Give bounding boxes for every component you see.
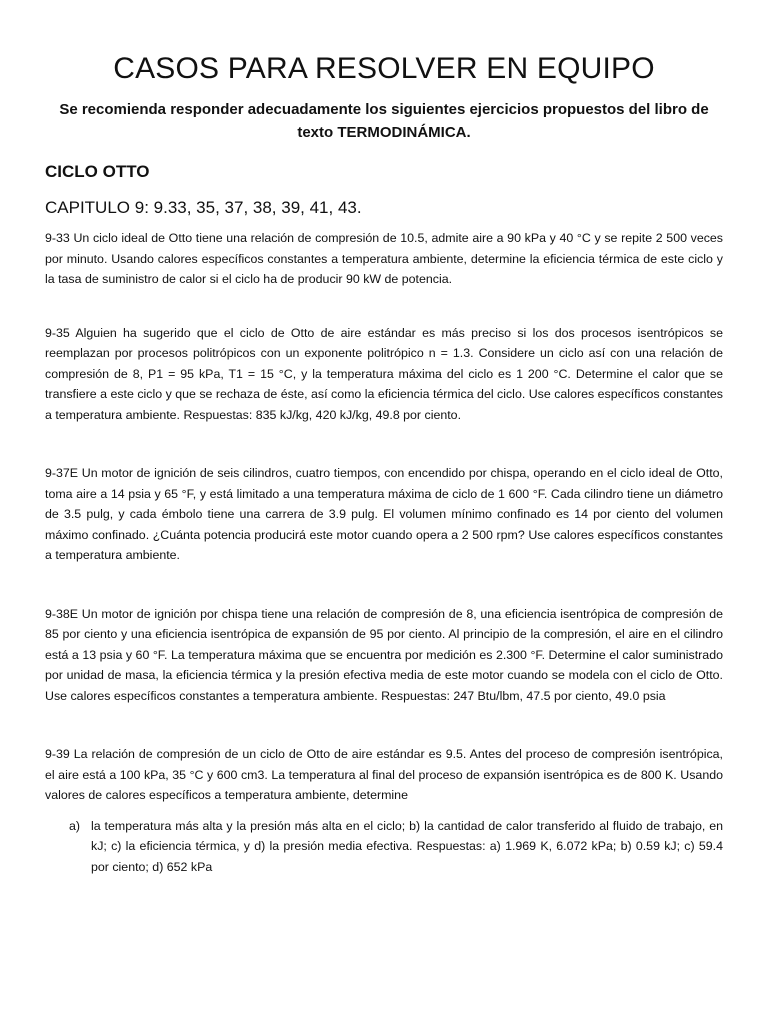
problem-9-39: 9-39 La relación de compresión de un ciclo de Otto de aire estándar es 9.5. Antes del proceso de compresión isentrópica, el aire está a 100 kPa, 35 °C y 600 cm3. La temperatura al final del proceso de expansión isentrópica es de 800 K. Usando valores de calores específicos a temperatura ambiente, determine — [45, 747, 723, 802]
list-item — [69, 816, 723, 878]
page-title: CASOS PARA RESOLVER EN EQUIPO — [113, 52, 655, 85]
problem-9-38e: 9-38E Un motor de ignición por chispa tiene una relación de compresión de 8, una eficiencia isentrópica de compresión de 85 por ciento y una eficiencia isentrópica de expansión de 95 por ciento. Al principio de la compresión, el aire en el cilindro está a 13 psia y 60 °F. La temperatura máxima que se encuentra por medición es 2.300 °F. Determine el calor suministrado por unidad de masa, la eficiencia térmica y la presión efectiva media de este motor cuando se modela con el ciclo de Otto. Use calores específicos constantes a temperatura ambiente. Respuestas: 247 Btu/lbm, 47.5 por ciento, 49.0 psia — [45, 606, 723, 703]
problem-9-35: 9-35 Alguien ha sugerido que el ciclo de Otto de aire estándar es más preciso si los dos procesos isentrópicos se reemplazan por procesos politrópicos con un exponente politrópico n = 1.3. Considere un ciclo así con una relación de compresión de 8, P1 = 95 kPa, T1 = 15 °C, y la temperatura máxima del ciclo es 1 200 °C. Determine el calor que se transfiere a este ciclo y que se rechaza de éste, así como la eficiencia térmica del ciclo. Use calores específicos constantes a temperatura ambiente. Respuestas: 835 kJ/kg, 420 kJ/kg, 49.8 por ciento. — [45, 325, 723, 422]
problem-9-37e: 9-37E Un motor de ignición de seis cilindros, cuatro tiempos, con encendido por chispa, operando en el ciclo ideal de Otto, toma aire a 14 psia y 65 °F, y está limitado a una temperatura máxima de ciclo de 1 600 °F. Cada cilindro tiene un diámetro de 3.5 pulg, y cada émbolo tiene una carrera de 3.9 pulg. El volumen mínimo confinado es 14 por ciento del volumen máximo confinado. ¿Cuánta potencia producirá este motor cuando opera a 2 500 rpm? Use calores específicos constantes a temperatura ambiente. — [45, 466, 723, 562]
intro-paragraph: Se recomienda responder adecuadamente los siguientes ejercicios propuestos del libro de texto TERMODINÁMICA. — [59, 101, 709, 141]
list-marker: a) — [69, 818, 81, 833]
list-item-text: la temperatura más alta y la presión más alta en el ciclo; b) la cantidad de calor transferido al fluido de trabajo, en kJ; c) la eficiencia térmica, y d) la presión media efectiva. Respuestas: a) 1.969 K, 6.072 kPa; b) 0.59 kJ; c) 59.4 por ciento; d) 652 kPa — [91, 818, 723, 874]
chapter-line: CAPITULO 9: 9.33, 35, 37, 38, 39, 41, 43. — [45, 198, 362, 217]
section-heading: CICLO OTTO — [45, 162, 150, 181]
problem-9-33: 9-33 Un ciclo ideal de Otto tiene una relación de compresión de 10.5, admite aire a 90 kPa y 40 °C y se repite 2 500 veces por minuto. Usando calores específicos constantes a temperatura ambiente, determine la eficiencia térmica de este ciclo y la tasa de suministro de calor si el ciclo ha de producir 90 kW de potencia. — [45, 231, 723, 286]
